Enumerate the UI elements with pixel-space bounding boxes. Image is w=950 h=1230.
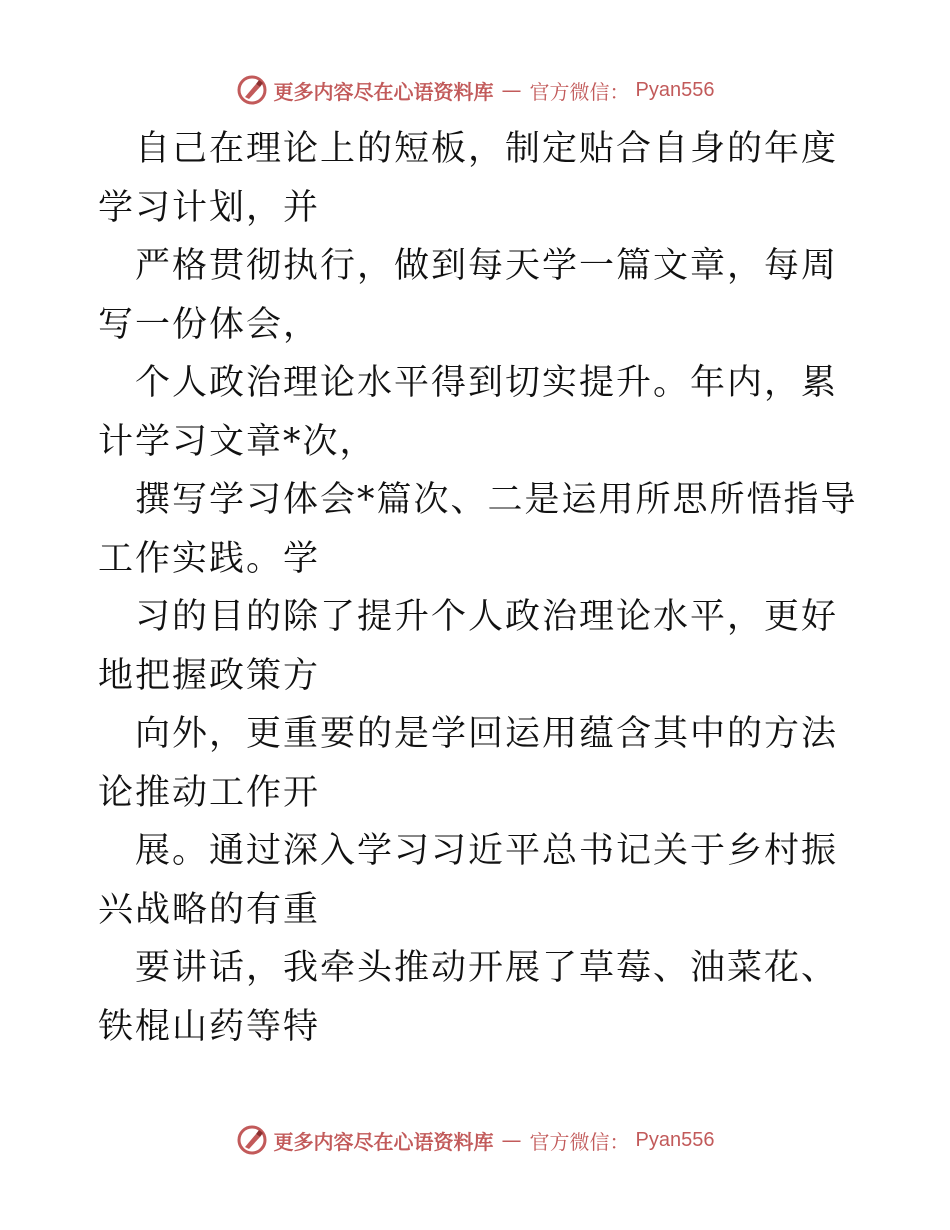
watermark-separator: — [501,1128,522,1152]
paragraph: 习的目的除了提升个人政治理论水平，更好地把握政策方 [98,597,839,696]
paragraph: 向外，更重要的是学回运用蕴含其中的方法论推动工作开 [98,714,839,813]
pen-logo-icon [236,74,268,106]
paragraph: 严格贯彻执行，做到每天学一篇文章，每周写一份体会， [98,246,839,345]
watermark-wechat-id: Pyan556 [635,78,715,101]
watermark-official-label: 官方微信： [529,79,630,104]
paragraph: 个人政治理论水平得到切实提升。年内，累计学习文章*次， [98,363,839,462]
watermark-separator: — [501,78,522,102]
watermark-wechat-id: Pyan556 [635,1128,715,1151]
paragraph: 自己在理论上的短板，制定贴合自身的年度学习计划，并 [98,129,839,228]
watermark-site-text: 更多内容尽在心语资料库 [273,79,494,104]
paragraph: 要讲话，我牵头推动开展了草莓、油菜花、铁棍山药等特 [98,948,839,1047]
paragraph: 撰写学习体会*篇次、二是运用所思所悟指导工作实践。学 [98,480,858,579]
header-watermark [0,70,950,110]
document-body [98,120,858,1056]
pen-logo-icon [236,1124,268,1156]
watermark-site-text: 更多内容尽在心语资料库 [273,1129,494,1154]
paragraph: 展。通过深入学习习近平总书记关于乡村振兴战略的有重 [98,831,839,930]
footer-watermark [0,1120,950,1160]
watermark-official-label: 官方微信： [529,1129,630,1154]
